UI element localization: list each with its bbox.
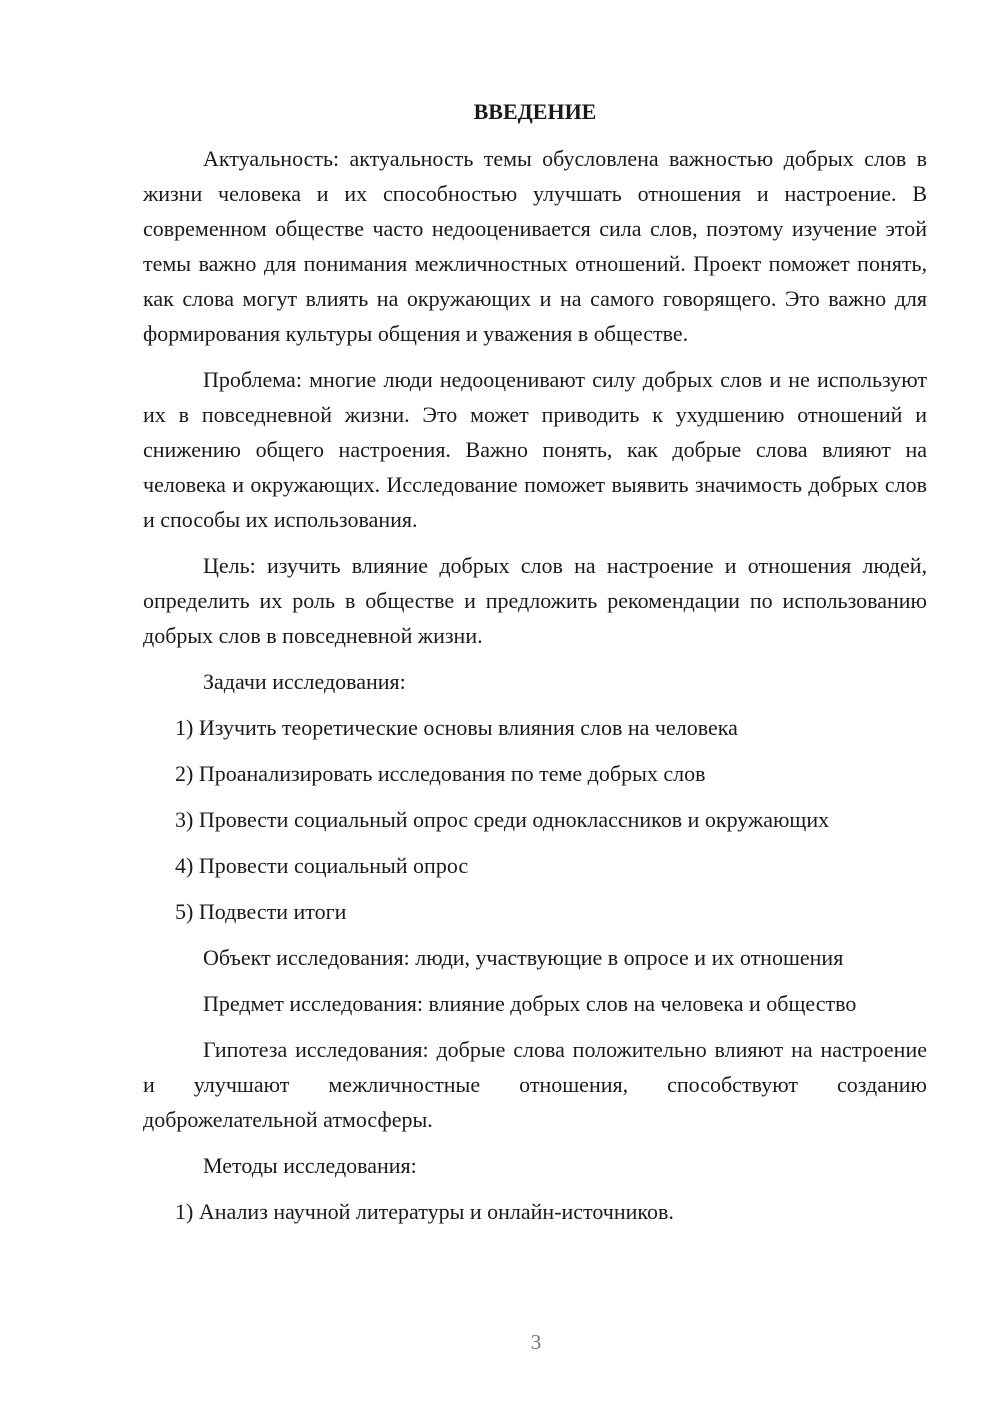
section-heading: ВВЕДЕНИЕ bbox=[473, 99, 597, 124]
task-item: 3) Провести социальный опрос среди одноклассников и окружающих bbox=[175, 807, 830, 832]
page-content bbox=[143, 94, 927, 1240]
hypothesis-paragraph: Гипотеза исследования: добрые слова положительно влияют на настроение и улучшают межличностные отношения, способствуют созданию доброжелательной атмосферы. bbox=[143, 1037, 927, 1132]
subject-paragraph: Предмет исследования: влияние добрых слов на человека и общество bbox=[203, 991, 857, 1016]
problem-paragraph: Проблема: многие люди недооценивают силу добрых слов и не используют их в повседневной жизни. Это может приводить к ухудшению отношений и снижению общего настроения. Важно понять, как добрые слова влияют на человека и окружающих. Исследование поможет выявить значимость добрых слов и способы их использования. bbox=[143, 367, 927, 532]
page-number: 3 bbox=[530, 1330, 542, 1354]
task-item: 2) Проанализировать исследования по теме добрых слов bbox=[175, 761, 706, 786]
relevance-paragraph: Актуальность: актуальность темы обусловлена важностью добрых слов в жизни человека и их способностью улучшать отношения и настроение. В современном обществе часто недооценивается сила слов, поэтому изучение этой темы важно для понимания межличностных отношений. Проект поможет понять, как слова могут влиять на окружающих и на самого говорящего. Это важно для формирования культуры общения и уважения в обществе. bbox=[143, 146, 927, 346]
task-item: 4) Провести социальный опрос bbox=[175, 853, 469, 878]
object-line: Объект исследования: люди, участвующие в опросе и их отношения bbox=[203, 945, 844, 970]
task-item: 5) Подвести итоги bbox=[175, 899, 347, 924]
methods-title: Методы исследования: bbox=[203, 1153, 417, 1178]
task-item: 1) Изучить теоретические основы влияния слов на человека bbox=[175, 715, 738, 740]
tasks-title: Задачи исследования: bbox=[203, 669, 406, 694]
goal-paragraph: Цель: изучить влияние добрых слов на настроение и отношения людей, определить их роль в обществе и предложить рекомендации по использованию добрых слов в повседневной жизни. bbox=[143, 553, 927, 648]
method-item: 1) Анализ научной литературы и онлайн-источников. bbox=[175, 1199, 674, 1224]
